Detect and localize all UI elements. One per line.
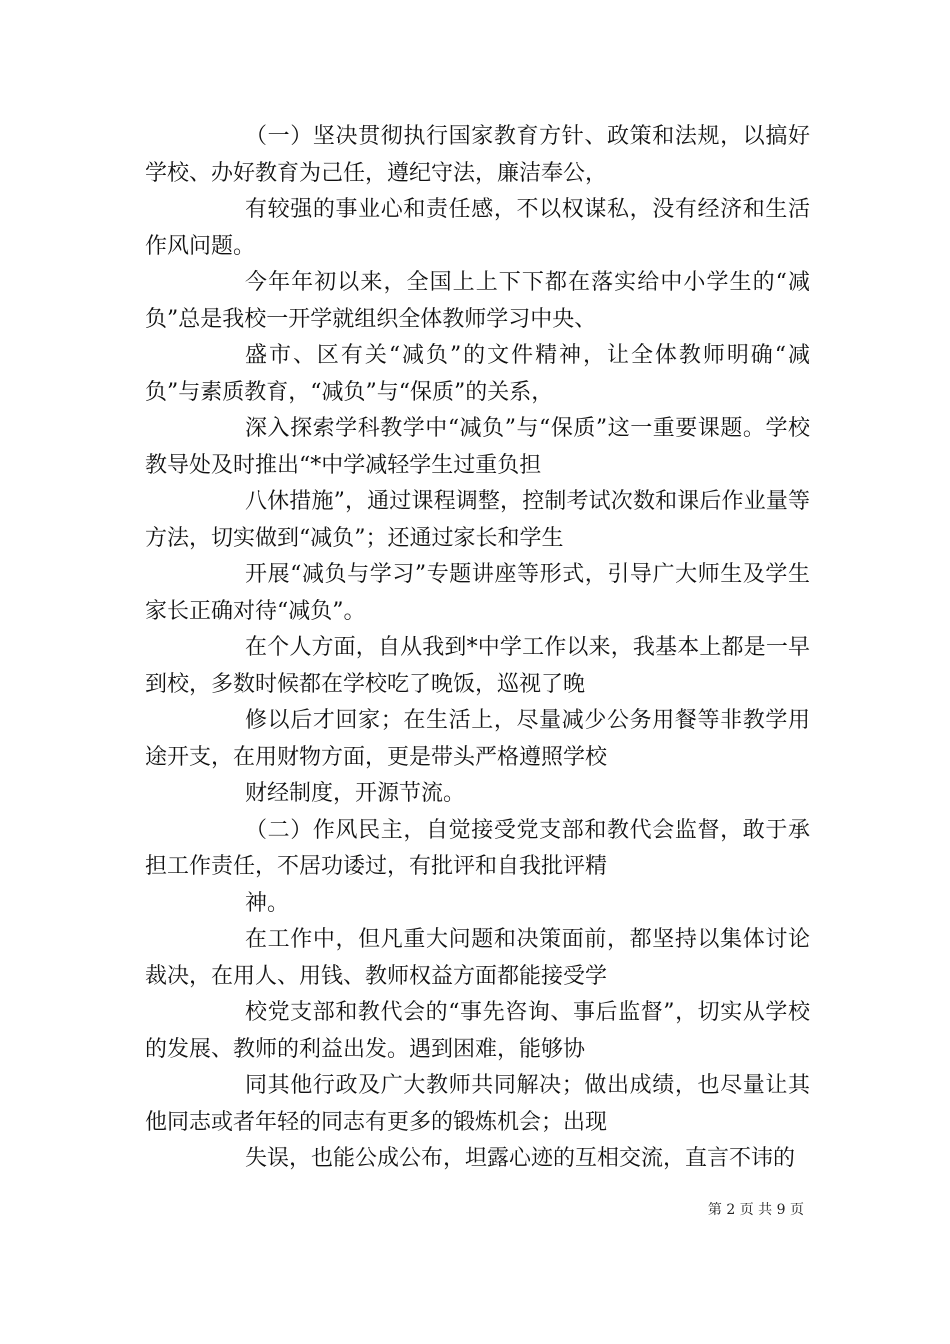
paragraph-14: 校党支部和教代会的“事先咨询、事后监督”，切实从学校的发展、教师的利益出发。遇到困难，能够协 (145, 1000, 810, 1062)
paragraph-10: 财经制度，开源节流。 (245, 781, 466, 806)
paragraph-3: 今年年初以来，全国上上下下都在落实给中小学生的“减负”总是我校一开学就组织全体教师学习中央、 (145, 270, 810, 332)
page-number: 第 2 页 共 9 页 (707, 1202, 804, 1218)
paragraph-16: 失误，也能公成公布，坦露心迹的互相交流，直言不讳的 (245, 1146, 796, 1171)
document-body (145, 119, 810, 1178)
paragraph-6: 八休措施”，通过课程调整，控制考试次数和课后作业量等方法，切实做到“减负”；还通过家长和学生 (145, 489, 810, 551)
paragraph-2: 有较强的事业心和责任感，不以权谋私，没有经济和生活作风问题。 (145, 197, 810, 259)
paragraph-4: 盛市、区有关“减负”的文件精神，让全体教师明确“减负”与素质教育，“减负”与“保质”的关系， (145, 343, 810, 405)
paragraph-7: 开展“减负与学习”专题讲座等形式，引导广大师生及学生家长正确对待“减负”。 (145, 562, 810, 624)
paragraph-9: 修以后才回家；在生活上，尽量减少公务用餐等非教学用途开支，在用财物方面，更是带头严格遵照学校 (145, 708, 810, 770)
paragraph-11: （二）作风民主，自觉接受党支部和教代会监督，敢于承担工作责任，不居功诿过，有批评和自我批评精 (145, 817, 810, 879)
paragraph-13: 在工作中，但凡重大问题和决策面前，都坚持以集体讨论裁决，在用人、用钱、教师权益方面都能接受学 (145, 927, 810, 989)
paragraph-8: 在个人方面，自从我到*中学工作以来，我基本上都是一早到校，多数时候都在学校吃了晚饭，巡视了晚 (145, 635, 810, 697)
paragraph-12: 神。 (245, 890, 290, 916)
paragraph-5: 深入探索学科教学中“减负”与“保质”这一重要课题。学校教导处及时推出“*中学减轻学生过重负担 (145, 416, 810, 478)
paragraph-15: 同其他行政及广大教师共同解决；做出成绩，也尽量让其他同志或者年轻的同志有更多的锻炼机会；出现 (145, 1073, 810, 1135)
paragraph-1: （一）坚决贯彻执行国家教育方针、政策和法规，以搞好学校、办好教育为己任，遵纪守法，廉洁奉公， (145, 124, 810, 186)
